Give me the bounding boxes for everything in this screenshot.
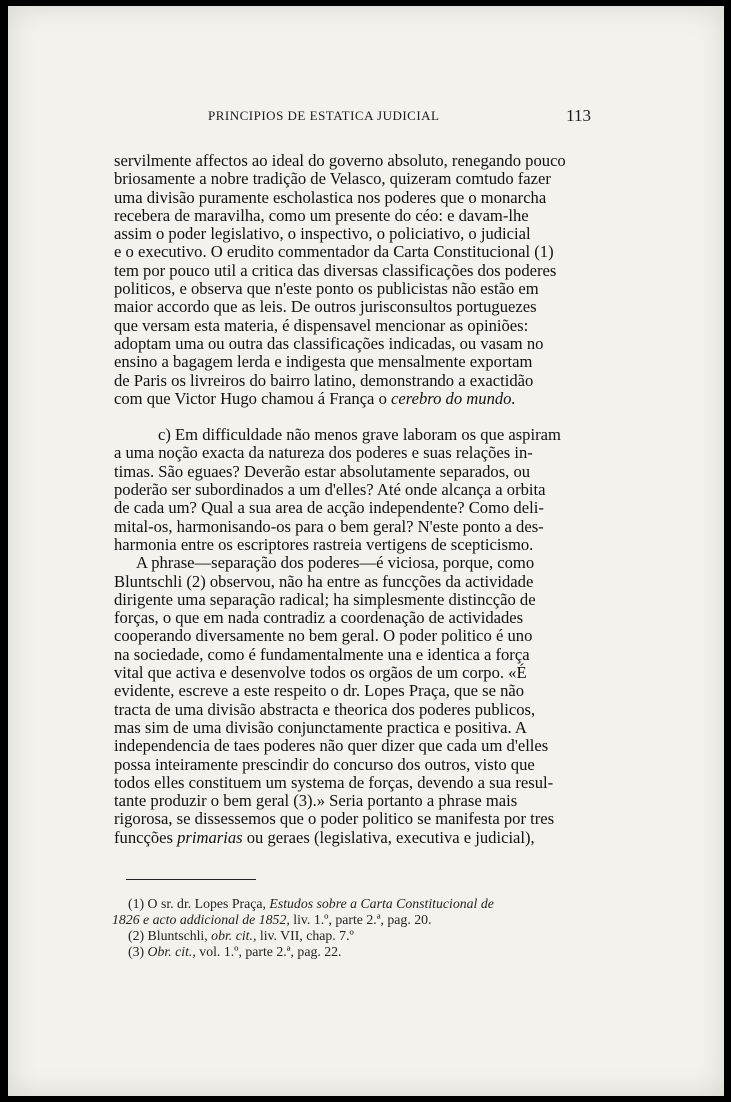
book-page	[8, 6, 724, 1096]
footnote-1	[124, 896, 594, 912]
text-line: rigorosa, se dissessemos que o poder politico se manifesta por tres	[114, 809, 555, 829]
running-title: PRINCIPIOS DE ESTATICA JUDICIAL	[208, 108, 440, 123]
text-line: politicos, e observa que n'este ponto os publicistas não estão em	[114, 279, 539, 299]
text-line: servilmente affectos ao ideal do governo absoluto, renegando pouco	[114, 151, 566, 170]
footnote-separator	[126, 879, 256, 880]
italic-word: primarias	[177, 827, 243, 847]
text-line: A phrase—separação dos poderes—é viciosa, porque, como	[136, 553, 535, 573]
text-line: mas sim de uma divisão conjunctamente practica e positiva. A	[114, 717, 527, 737]
page-header	[113, 106, 591, 136]
text-line: uma divisão puramente escholastica nos poderes que o monarcha	[114, 187, 547, 207]
italic-phrase: cerebro do mundo.	[391, 388, 516, 408]
footnote-italic: 1826 e acto addicional de 1852,	[112, 912, 290, 927]
text-line: vital que activa e desenvolve todos os orgãos de um corpo. «É	[114, 663, 527, 683]
footnote-1-cont	[112, 912, 594, 928]
footnote-italic: Obr. cit.,	[147, 944, 196, 959]
text-line: adoptam uma ou outra das classificações indicadas, ou vasam no	[114, 333, 544, 353]
text-line: timas. São eguaes? Deverão estar absolutamente separados, ou	[114, 461, 531, 481]
text-line: evidente, escreve a este respeito o dr. Lopes Praça, que se não	[114, 681, 525, 701]
text-line: independencia de taes poderes não quer dizer que cada um d'elles	[114, 736, 549, 756]
footnote-text: (3)	[128, 944, 148, 959]
footnote-text: liv. VII, chap. 7.º	[256, 928, 354, 943]
text-line: harmonia entre os escriptores rastreia vertigens de scepticismo.	[114, 534, 534, 554]
footnote-2	[124, 928, 594, 944]
footnote-text: liv. 1.º, parte 2.ª, pag. 20.	[289, 912, 432, 927]
text-line: e o executivo. O erudito commentador da Carta Constitucional (1)	[114, 242, 554, 262]
text-line: ensino a bagagem lerda e indigesta que mensalmente exportam	[114, 352, 533, 372]
text-line: a uma noção exacta da natureza dos poderes e suas relações in-	[114, 443, 533, 463]
text-line: mital-os, harmonisando-os para o bem geral? N'este ponto a des-	[114, 516, 544, 536]
footnote-text: (2) Bluntschli,	[128, 928, 212, 943]
text-line: dirigente uma separação radical; ha simplesmente distincção de	[114, 589, 536, 609]
text-line: que versam esta materia, é dispensavel mencionar as opiniões:	[114, 315, 529, 335]
text-run: com que Victor Hugo chamou á França o	[114, 388, 392, 408]
body-text	[114, 152, 594, 847]
footnotes	[112, 896, 594, 960]
footnote-3	[124, 944, 594, 960]
text-line: tem por pouco util a critica das diversas classificações dos poderes	[114, 260, 557, 280]
paragraph-2	[114, 426, 594, 554]
text-line: maior accordo que as leis. De outros jurisconsultos portuguezes	[114, 297, 537, 317]
text-line: forças, o que em nada contradiz a coordenação de actividades	[114, 608, 524, 628]
paragraph-1	[114, 152, 594, 408]
text-line: possa inteiramente prescindir do concurso dos outros, visto que	[114, 754, 535, 774]
text-line	[114, 829, 594, 847]
text-line: tracta de uma divisão abstracta e theorica dos poderes publicos,	[114, 699, 536, 719]
footnote-italic: obr. cit.,	[211, 928, 257, 943]
page-number: 113	[566, 106, 591, 125]
text-line: poderão ser subordinados a um d'elles? Até onde alcança a orbita	[114, 480, 546, 500]
text-line: cooperando diversamente no bem geral. O poder politico é uno	[114, 626, 533, 646]
text-line: tante produzir o bem geral (3).» Seria portanto a phrase mais	[114, 791, 518, 811]
text-line	[114, 390, 594, 408]
text-line: na sociedade, como é fundamentalmente una e identica a força	[114, 644, 530, 664]
text-line: recebera de maravilha, como um presente do céo: e davam-lhe	[114, 205, 529, 225]
footnote-text: vol. 1.º, parte 2.ª, pag. 22.	[195, 944, 342, 959]
text-line: todos elles constituem um systema de forças, devendo a sua resul-	[114, 772, 554, 792]
paragraph-3	[114, 554, 594, 847]
footnote-text: (1) O sr. dr. Lopes Praça,	[128, 896, 270, 911]
text-line: briosamente a nobre tradição de Velasco, quizeram comtudo fazer	[114, 169, 551, 189]
text-run: funcções	[114, 827, 178, 847]
text-line: de Paris os livreiros do bairro latino, demonstrando a exactidão	[114, 370, 534, 390]
footnote-italic: Estudos sobre a Carta Constitucional de	[269, 896, 494, 911]
text-line: assim o poder legislativo, o inspectivo, o policiativo, o judicial	[114, 224, 531, 244]
text-run: ou geraes (legislativa, executiva e judicial),	[242, 827, 535, 847]
text-line: c) Em difficuldade não menos grave laboram os que aspiram	[158, 425, 561, 445]
text-line: de cada um? Qual a sua area de acção independente? Como deli-	[114, 498, 544, 518]
text-line: Bluntschli (2) observou, não ha entre as funcções da actividade	[114, 571, 534, 591]
